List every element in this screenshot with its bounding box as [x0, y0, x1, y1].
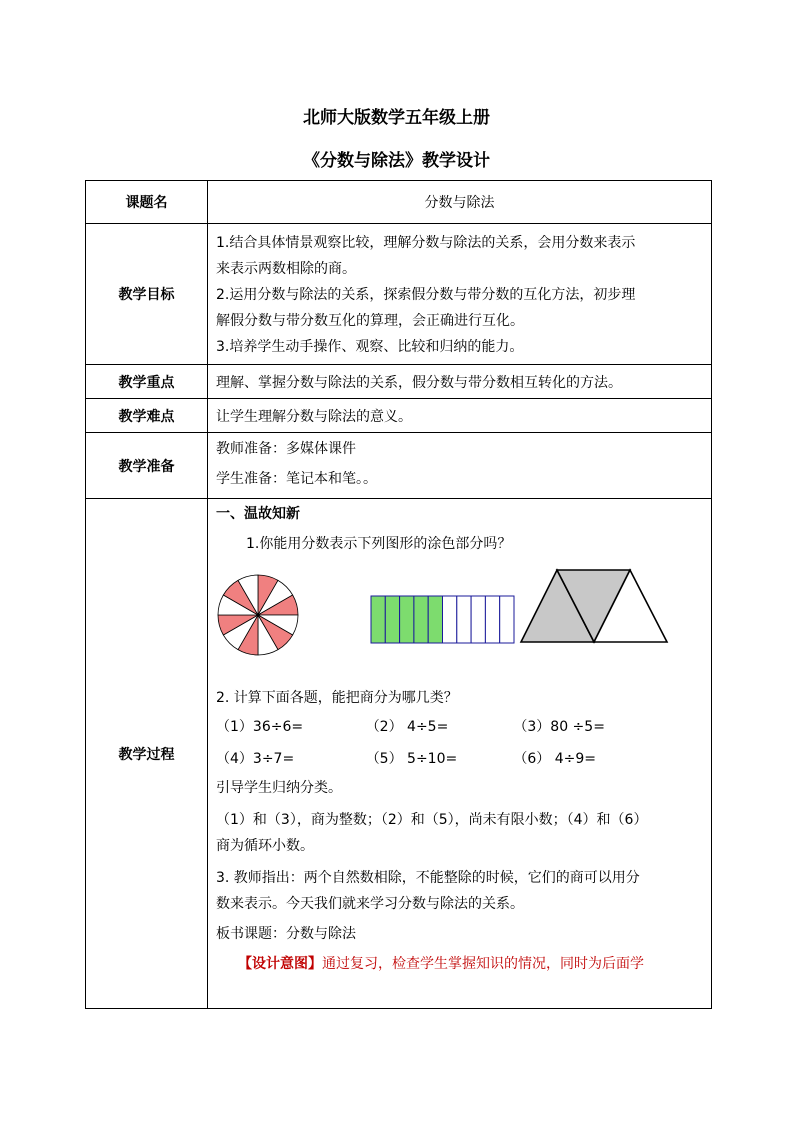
goal-line: 解假分数与带分数互化的算理，会正确进行互化。 [216, 313, 524, 329]
topic-value: 分数与除法 [208, 181, 712, 224]
rectangle-part [428, 596, 442, 643]
rectangle-part [414, 596, 428, 643]
row-label-difficulty: 教学难点 [86, 399, 208, 433]
design-intent-tag: 【设计意图】 [238, 956, 322, 972]
calc-item: （2） 4÷5= [365, 719, 449, 735]
calc-row-2 [216, 743, 703, 775]
teacher-prep: 教师准备：多媒体课件 [216, 441, 356, 457]
difficulty-value [208, 399, 712, 433]
goal-line: 1.结合具体情景观察比较，理解分数与除法的关系，会用分数来表示 [216, 235, 636, 251]
classify-line: 商为循环小数。 [216, 838, 314, 854]
calc-item: （5） 5÷10= [365, 751, 458, 767]
question-3-cont: 数来表示。今天我们就来学习分数与除法的关系。 [216, 896, 524, 912]
question-3: 3. 教师指出：两个自然数相除，不能整除的时候，它们的商可以用分 [216, 870, 640, 886]
table-row [86, 365, 712, 399]
design-intent [216, 951, 703, 977]
row-label-process: 教学过程 [86, 499, 208, 1009]
row-label-topic: 课题名 [86, 181, 208, 224]
table-row [86, 433, 712, 499]
rectangle-part [400, 596, 414, 643]
fraction-figures [216, 557, 676, 675]
goal-line: 3.培养学生动手操作、观察、比较和归纳的能力。 [216, 339, 524, 355]
lesson-plan-table [85, 180, 712, 1009]
key-point-value [208, 365, 712, 399]
rectangle-part [457, 596, 471, 643]
table-row [86, 399, 712, 433]
rectangle-part [385, 596, 399, 643]
key-point-text: 理解、掌握分数与除法的关系，假分数与带分数相互转化的方法。 [216, 374, 622, 391]
shaded-rectangle-figure [371, 596, 514, 643]
question-1: 1.你能用分数表示下列图形的涂色部分吗？ [246, 536, 512, 552]
row-label-key-point: 教学重点 [86, 365, 208, 399]
student-prep: 学生准备：笔记本和笔。。 [216, 471, 377, 487]
shaded-circle-figure [218, 575, 298, 655]
guide-text: 引导学生归纳分类。 [216, 780, 342, 796]
board-title: 板书课题：分数与除法 [216, 926, 356, 942]
document-title: 北师大版数学五年级上册 [303, 108, 490, 128]
calc-item: （4）3÷7= [216, 751, 295, 767]
rectangle-part [485, 596, 499, 643]
difficulty-text: 让学生理解分数与除法的意义。 [216, 408, 412, 425]
table-row [86, 181, 712, 224]
calc-item: （1）36÷6= [216, 719, 304, 735]
table-row [86, 499, 712, 1009]
preparation-cell [208, 433, 712, 499]
figures-area [216, 557, 703, 675]
classify-line: （1）和（3），商为整数；（2）和（5），尚未有限小数；（4）和（6） [216, 812, 648, 828]
design-intent-text: 通过复习，检查学生掌握知识的情况，同时为后面学 [322, 956, 644, 972]
rectangle-part [371, 596, 385, 643]
row-label-goals: 教学目标 [86, 224, 208, 365]
goal-line: 来表示两数相除的商。 [216, 261, 356, 277]
question-2: 2. 计算下面各题，能把商分为哪几类？ [216, 690, 458, 706]
calc-row-1 [216, 711, 703, 743]
rectangle-part [500, 596, 514, 643]
calc-item: （6） 4÷9= [513, 751, 597, 767]
row-label-preparation: 教学准备 [86, 433, 208, 499]
table-row [86, 224, 712, 365]
rectangle-part [471, 596, 485, 643]
goal-line: 2.运用分数与除法的关系，探索假分数与带分数的互化方法，初步理 [216, 287, 636, 303]
document-subtitle: 《分数与除法》教学设计 [303, 151, 490, 171]
process-cell [208, 499, 712, 1009]
section-title: 一、温故知新 [216, 506, 300, 522]
calc-item: （3）80 ÷5= [513, 719, 605, 735]
shaded-triangles-figure [521, 570, 667, 642]
goals-cell [208, 224, 712, 365]
rectangle-part [443, 596, 457, 643]
